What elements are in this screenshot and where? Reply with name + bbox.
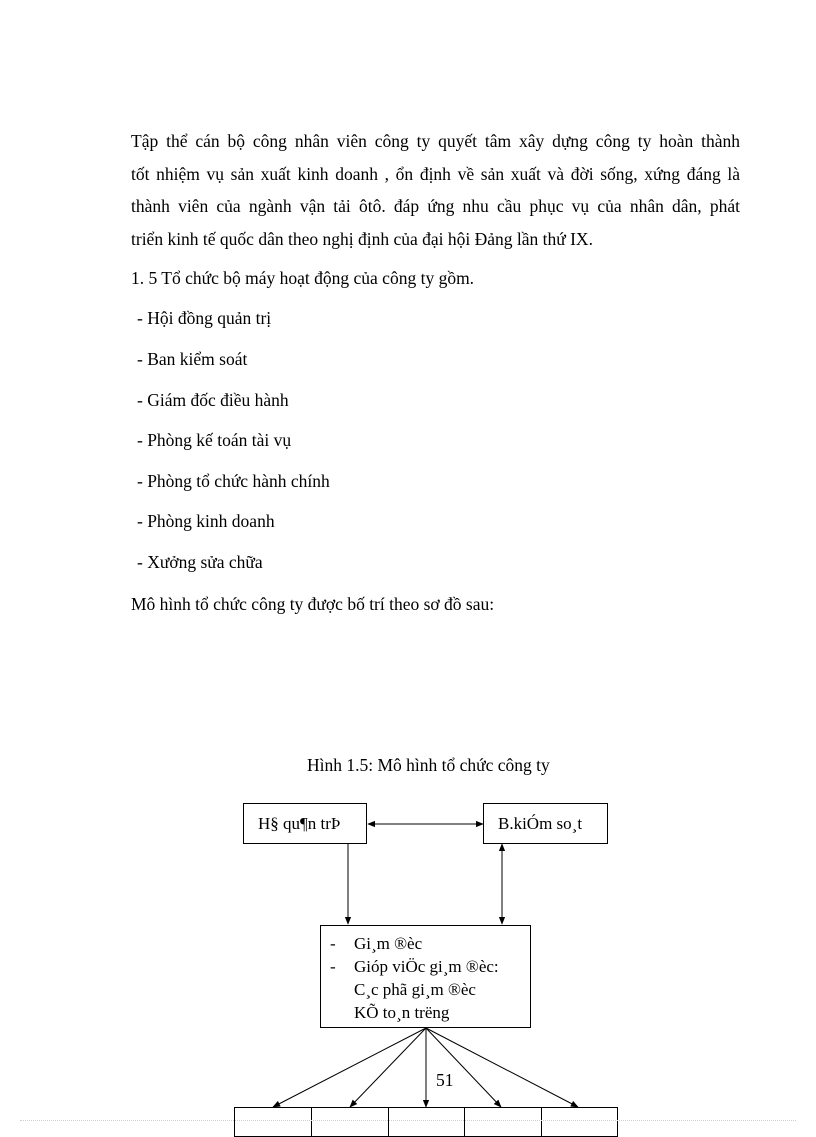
department-item: - Phòng kế toán tài vụ <box>137 430 292 450</box>
director-list <box>330 932 499 1024</box>
supervisory-label: B.kiÓm so¸t <box>498 814 583 833</box>
department-item: - Ban kiểm soát <box>137 349 248 369</box>
director-dept-arrow <box>426 1028 501 1107</box>
list-dash: - <box>330 934 336 953</box>
department-item: - Phòng tổ chức hành chính <box>137 471 330 491</box>
department-item: - Phòng kinh doanh <box>137 511 275 531</box>
board-label: H§ qu¶n trÞ <box>258 814 341 833</box>
supervisory-box <box>483 803 608 844</box>
intro-line: Tập thể cán bộ công nhân viên công ty quyết tâm xây dựng công ty hoàn thành <box>131 131 740 151</box>
list-dash: - <box>330 957 336 976</box>
department-item: - Giám đốc điều hành <box>137 390 289 410</box>
director-line: KÕ to¸n trëng <box>354 1003 450 1022</box>
intro-line: tốt nhiệm vụ sản xuất kinh doanh , ổn định về sản xuất và đời sống, xứng đáng là <box>131 163 740 184</box>
director-line: Gióp viÖc gi¸m ®èc: <box>354 957 499 976</box>
section-heading: 1. 5 Tổ chức bộ máy hoạt động của công ty gồm. <box>131 268 475 288</box>
director-dept-arrow <box>350 1028 426 1107</box>
department-item: - Xưởng sửa chữa <box>137 552 263 572</box>
director-line: Gi¸m ®èc <box>354 934 423 953</box>
page-bottom-rule <box>20 1120 796 1121</box>
page-number: 51 <box>436 1070 454 1090</box>
department-box <box>311 1107 389 1137</box>
director-line: C¸c phã gi¸m ®èc <box>354 980 476 999</box>
figure-caption: Hình 1.5: Mô hình tổ chức công ty <box>307 755 550 775</box>
model-intro: Mô hình tổ chức công ty được bố trí theo sơ đồ sau: <box>131 594 495 614</box>
department-box <box>464 1107 542 1137</box>
director-box <box>320 925 531 1028</box>
department-box <box>541 1107 618 1137</box>
intro-line: triển kinh tế quốc dân theo nghị định của đại hội Đảng lần thứ IX. <box>131 228 593 249</box>
department-item: - Hội đồng quản trị <box>137 308 272 328</box>
intro-line: thành viên của ngành vận tải ôtô. đáp ứng nhu cầu phục vụ của nhân dân, phát <box>131 196 740 216</box>
board-box <box>243 803 367 844</box>
department-box <box>234 1107 312 1137</box>
director-dept-arrow <box>273 1028 426 1107</box>
department-box <box>388 1107 465 1137</box>
director-dept-arrow <box>426 1028 578 1107</box>
